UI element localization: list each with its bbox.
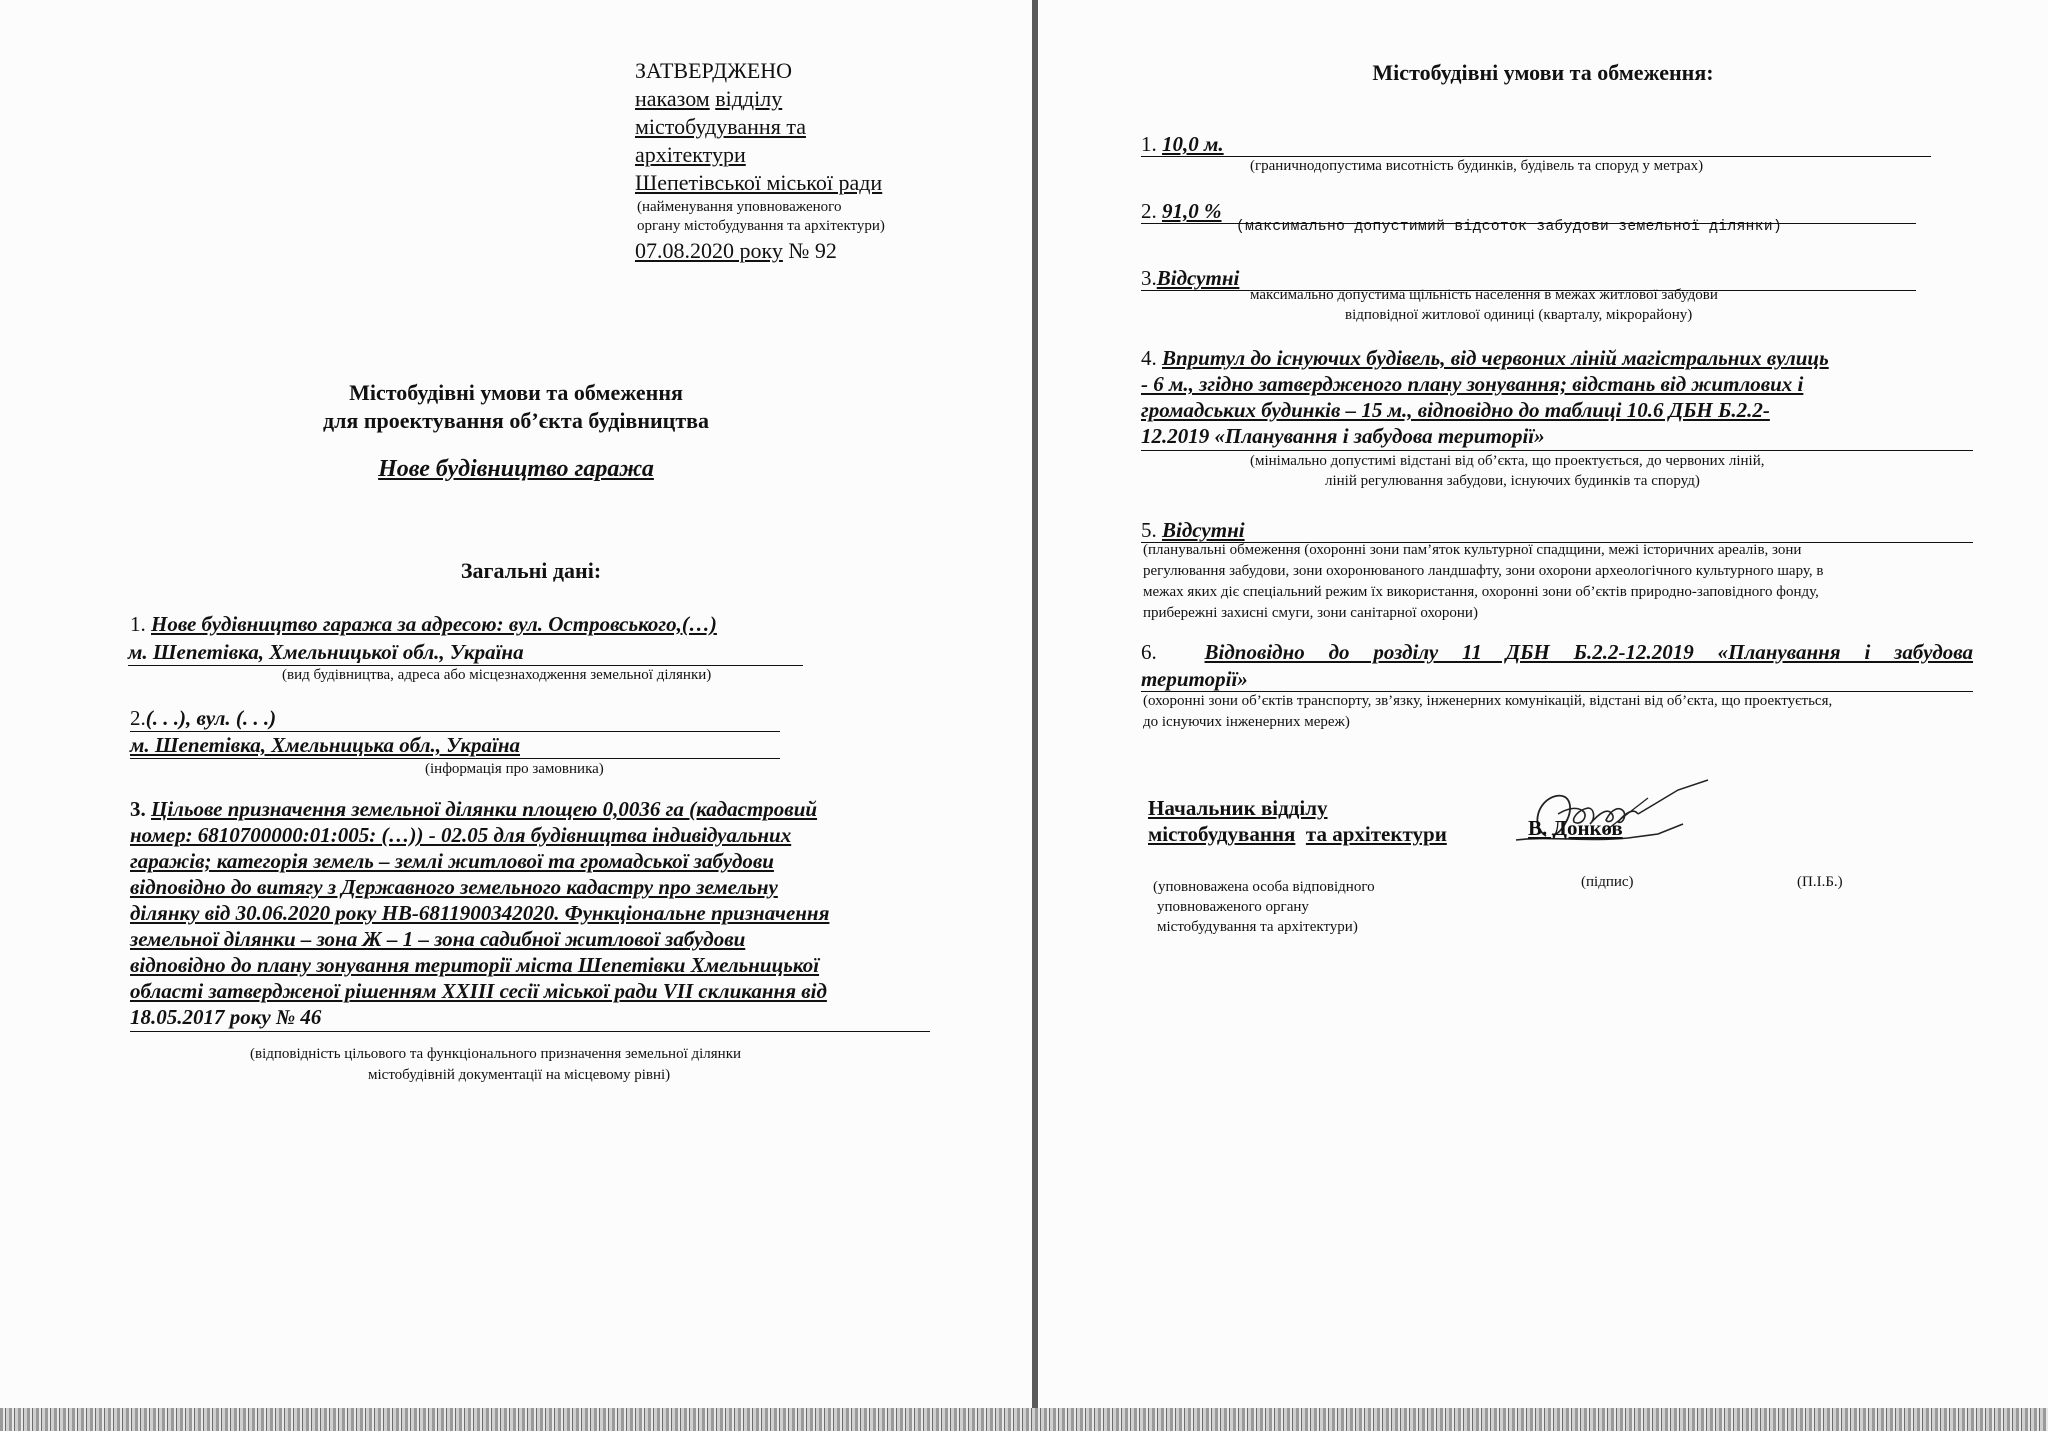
condition-4-note2: ліній регулювання забудови, існуючих будинків та споруд) [1325, 473, 1700, 489]
item3-line-8: 18.05.2017 року № 46 [130, 1005, 930, 1032]
item2-line-a: 2.(. . .), вул. (. . .) [130, 706, 780, 732]
heading-line2: для проектування об’єкта будівництва [322, 408, 710, 433]
condition-4-line-0: 4. Впритул до існуючих будівель, від червоних ліній магістральних вулиць [1141, 346, 1829, 370]
object-name: Нове будівництво гаража [378, 456, 654, 482]
item1-line-a: 1. Нове будівництво гаража за адресою: вул. Островського,(…) [130, 612, 717, 636]
item3-line-1: номер: 6810700000:01:005: (…)) - 02.05 для будівництва індивідуальних [130, 823, 792, 847]
condition-4-line-2: громадських будинків – 15 м., відповідно до таблиці 10.6 ДБН Б.2.2- [1141, 398, 1770, 422]
item3-line-6: відповідно до плану зонування території міста Шепетівки Хмельницької [130, 953, 820, 977]
approval-note2: органу містобудування та архітектури) [637, 218, 885, 234]
approval-line1 [635, 86, 782, 112]
condition-3-note2: відповідної житлової одиниці (кварталу, мікрорайону) [1345, 307, 1693, 323]
signatory-name: В. Донков [1528, 816, 1623, 840]
signature-note-role2: уповноваженого органу [1157, 899, 1309, 915]
signatory-position-line2: містобудування та архітектури [1148, 822, 1447, 846]
approval-note1: (найменування уповноваженого [637, 199, 842, 215]
item3-note1: (відповідність цільового та функціонального призначення земельної ділянки [250, 1046, 742, 1062]
condition-1-note: (граничнодопустима висотність будинків, будівель та споруд у метрах) [1250, 158, 1704, 174]
item3-note2: містобудівній документації на місцевому рівні) [368, 1067, 671, 1083]
signatory-position-line1: Начальник відділу [1148, 796, 1328, 820]
general-data-title: Загальні дані: [460, 558, 602, 583]
signature-note-sign: (підпис) [1581, 874, 1634, 890]
item3-line-4: ділянку від 30.06.2020 року НВ-6811900342020. Функціональне призначення [130, 901, 830, 925]
heading-line1: Містобудівні умови та обмеження [349, 380, 683, 405]
condition-2: 2. 91,0 % [1141, 199, 1916, 224]
condition-4-note1: (мінімально допустимі відстані від об’єкта, що проектується, до червоних ліній, [1250, 453, 1765, 469]
approval-line2: містобудування та [635, 114, 806, 139]
condition-2-note: (максимально допустимий відсоток забудови земельної ділянки) [1236, 219, 1783, 235]
right-page [1038, 0, 2048, 1408]
approval-line4: Шепетівської міської ради [635, 170, 883, 195]
condition-5-note-3: прибережні захисні смуги, зони санітарної охорони) [1143, 605, 1478, 621]
left-page [0, 0, 1032, 1410]
item3-line-0: 3. Цільове призначення земельної ділянки площею 0,0036 га (кадастровий [130, 797, 818, 821]
approval-line3: архітектури [635, 142, 746, 167]
approval-date: 07.08.2020 року № 92 [635, 238, 837, 263]
condition-3: 3.Відсутні [1141, 266, 1916, 291]
scan-bottom-edge [0, 1408, 2048, 1431]
item3-line-7: області затвердженої рішенням ХХІІІ сесії міської ради VІІ скликання від [130, 979, 827, 1003]
condition-1: 1. 10,0 м. [1141, 132, 1931, 157]
condition-5: 5. Відсутні [1141, 518, 1973, 543]
condition-6-note2: до існуючих інженерних мереж) [1143, 714, 1350, 730]
condition-6-line-2: території» [1141, 667, 1973, 692]
item3-line-3: відповідно до витягу з Державного земельного кадастру про земельну [130, 875, 778, 899]
condition-6-line-1: 6. Відповідно до розділу 11 ДБН Б.2.2-12.2019 «Планування і забудова [1141, 640, 1973, 664]
approval-dept: відділу [715, 86, 783, 111]
condition-4-line-1: - 6 м., згідно затвердженого плану зонування; відстань від житлових і [1141, 372, 1804, 396]
conditions-title: Містобудівні умови та обмеження: [1372, 60, 1714, 85]
signature-note-role1: (уповноважена особа відповідного [1153, 879, 1375, 895]
item2-line-b: м. Шепетівка, Хмельницька обл., Україна [130, 733, 780, 759]
item2-note: (інформація про замовника) [425, 761, 604, 777]
condition-5-note-2: межах яких діє спеціальний режим їх використання, охоронні зони об’єктів природно-заповідного фонду, [1143, 584, 1819, 600]
condition-6-note1: (охоронні зони об’єктів транспорту, зв’язку, інженерних комунікацій, відстані від об’єкта, що проектується, [1143, 693, 1833, 709]
condition-5-note-0: (планувальні обмеження (охоронні зони пам’яток культурної спадщини, межі історичних ареалів, зони [1143, 542, 1802, 558]
approval-title: ЗАТВЕРДЖЕНО [635, 58, 793, 83]
item1-note: (вид будівництва, адреса або місцезнаходження земельної ділянки) [282, 667, 712, 683]
condition-4-line-3: 12.2019 «Планування і забудова території» [1141, 424, 1973, 451]
signature-note-name: (П.І.Б.) [1797, 874, 1843, 890]
item3-line-2: гаражів; категорія земель – землі житлової та громадської забудови [130, 849, 774, 873]
item3-line-5: земельної ділянки – зона Ж – 1 – зона садибної житлової забудови [130, 927, 746, 951]
condition-3-note1: максимально допустима щільність населення в межах житлової забудови [1250, 287, 1718, 303]
item1-line-b: м. Шепетівка, Хмельницької обл., Україна [128, 640, 803, 666]
approval-order: наказом [635, 86, 710, 111]
condition-5-note-1: регулювання забудови, зони охоронюваного ландшафту, зони охорони археологічного культурного шару, в [1143, 563, 1824, 579]
signature-note-role3: містобудування та архітектури) [1157, 919, 1358, 935]
